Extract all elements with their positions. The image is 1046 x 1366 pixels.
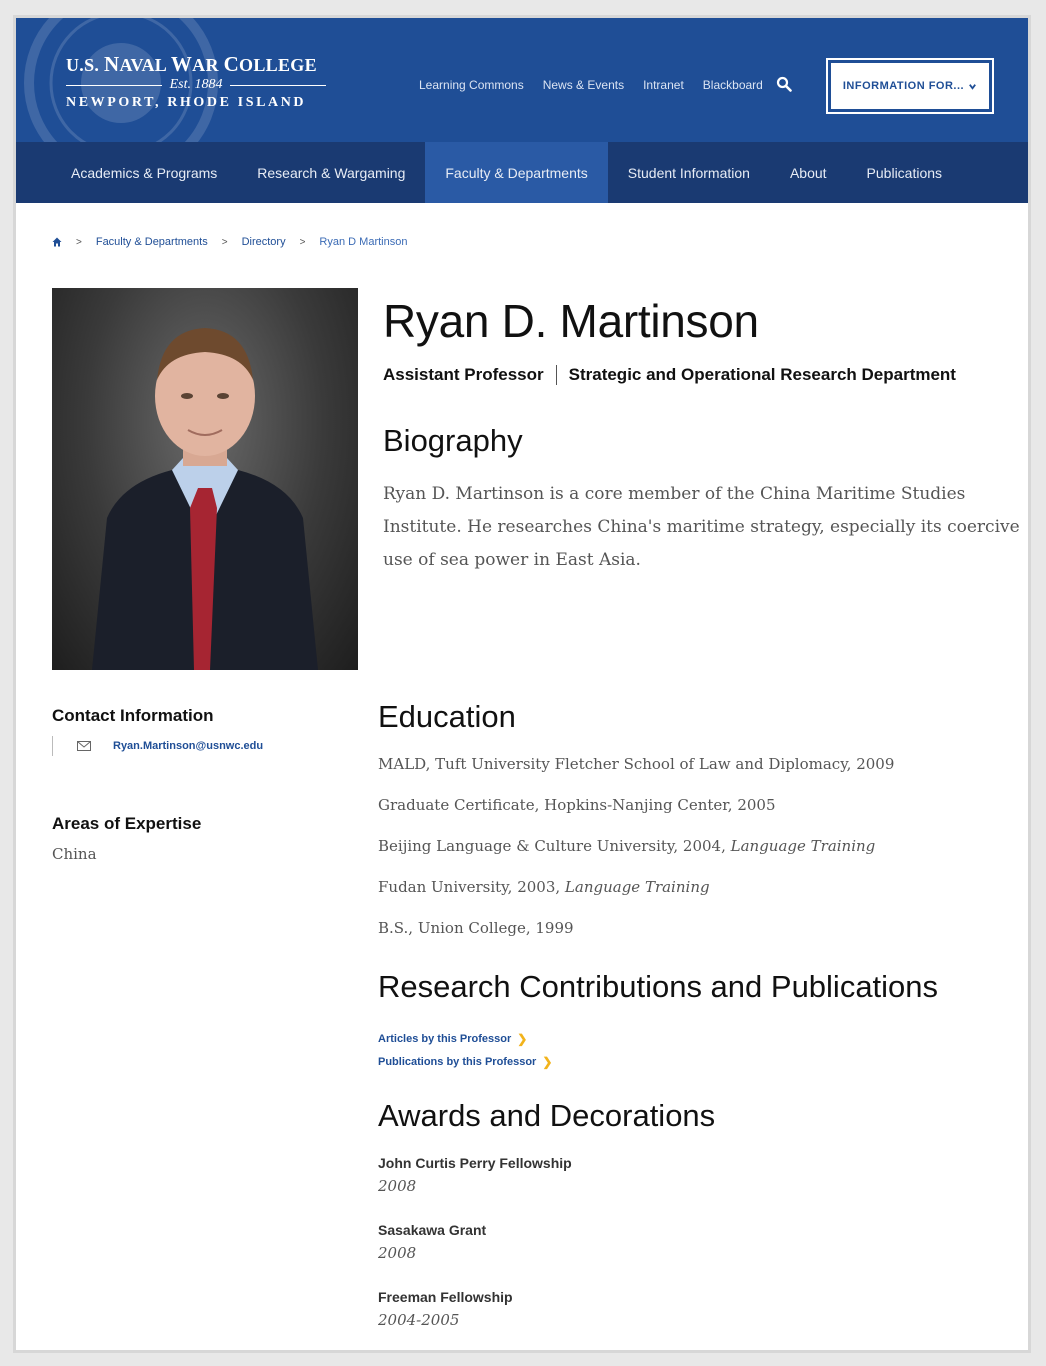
award-name: Freeman Fellowship bbox=[378, 1289, 513, 1305]
expertise-value: China bbox=[52, 845, 97, 863]
award-name: Sasakawa Grant bbox=[378, 1222, 487, 1238]
awards-list bbox=[378, 1153, 978, 1353]
breadcrumb-separator: > bbox=[221, 236, 228, 248]
page-frame bbox=[13, 15, 1031, 1353]
utility-nav bbox=[419, 78, 763, 92]
nav-faculty-departments[interactable]: Faculty & Departments bbox=[425, 142, 607, 203]
expertise-heading: Areas of Expertise bbox=[52, 814, 202, 833]
biography-heading: Biography bbox=[383, 423, 523, 458]
education-list bbox=[378, 753, 998, 958]
education-heading: Education bbox=[378, 699, 516, 734]
award-year: 2008 bbox=[378, 1244, 417, 1262]
award-year: 2004-2005 bbox=[378, 1311, 460, 1329]
research-heading: Research Contributions and Publications bbox=[378, 969, 939, 1004]
utility-link-learning-commons[interactable]: Learning Commons bbox=[419, 78, 524, 92]
logo-location: NEWPORT, RHODE ISLAND bbox=[66, 95, 307, 110]
education-item: Beijing Language & Culture University, 2004, Language Training bbox=[378, 837, 876, 855]
utility-link-blackboard[interactable]: Blackboard bbox=[702, 78, 763, 92]
chevron-right-icon: ❯ bbox=[542, 1055, 553, 1069]
articles-link[interactable]: Articles by this Professor ❯ bbox=[378, 1028, 552, 1051]
breadcrumb-current: Ryan D Martinson bbox=[319, 236, 408, 248]
site-header bbox=[16, 18, 1028, 142]
nav-student-information[interactable]: Student Information bbox=[627, 164, 750, 181]
education-item: MALD, Tuft University Fletcher School of Law and Diplomacy, 2009 bbox=[378, 755, 895, 773]
profile-title: Assistant Professor bbox=[383, 365, 544, 384]
publications-link[interactable]: Publications by this Professor ❯ bbox=[378, 1051, 552, 1074]
award-year: 2008 bbox=[378, 1177, 417, 1195]
award-name: John Curtis Perry Fellowship bbox=[378, 1155, 572, 1171]
utility-link-news-events[interactable]: News & Events bbox=[542, 78, 625, 92]
contact-heading: Contact Information bbox=[52, 706, 214, 725]
breadcrumb-separator: > bbox=[299, 236, 306, 248]
chevron-down-icon bbox=[968, 82, 977, 91]
profile-photo bbox=[52, 288, 358, 670]
breadcrumb-faculty-departments[interactable]: Faculty & Departments bbox=[95, 236, 208, 248]
profile-title-line bbox=[383, 365, 956, 385]
nav-publications[interactable]: Publications bbox=[866, 164, 943, 181]
envelope-icon bbox=[77, 741, 91, 751]
award-item bbox=[378, 1287, 978, 1353]
research-links bbox=[378, 1028, 552, 1074]
profile-name: Ryan D. Martinson bbox=[383, 295, 759, 347]
logo-title: U.S. NAVAL WAR COLLEGE bbox=[66, 52, 317, 76]
breadcrumb-directory[interactable]: Directory bbox=[241, 236, 286, 248]
award-item bbox=[378, 1153, 978, 1220]
logo-established: Est. 1884 bbox=[66, 77, 326, 93]
awards-heading: Awards and Decorations bbox=[378, 1098, 716, 1133]
award-item bbox=[378, 1220, 978, 1287]
breadcrumb-separator: > bbox=[76, 236, 82, 248]
chevron-right-icon: ❯ bbox=[517, 1032, 528, 1046]
information-for-button[interactable] bbox=[826, 58, 994, 114]
main-nav bbox=[16, 142, 1028, 203]
education-item: Fudan University, 2003, Language Training bbox=[378, 878, 710, 896]
profile-department: Strategic and Operational Research Department bbox=[568, 365, 956, 384]
education-item: B.S., Union College, 1999 bbox=[378, 919, 574, 937]
education-item: Graduate Certificate, Hopkins-Nanjing Center, 2005 bbox=[378, 796, 776, 814]
breadcrumb bbox=[52, 236, 407, 248]
nav-about[interactable]: About bbox=[789, 164, 827, 181]
biography-text: Ryan D. Martinson is a core member of the China Maritime Studies Institute. He researches China's maritime strategy, especially its coercive use of sea power in East Asia. bbox=[383, 484, 1020, 570]
search-icon[interactable] bbox=[776, 76, 792, 92]
home-icon[interactable] bbox=[52, 237, 62, 247]
information-for-label: INFORMATION FOR... bbox=[842, 80, 965, 92]
contact-email-row bbox=[52, 736, 263, 756]
title-divider bbox=[556, 365, 557, 385]
nav-research-wargaming[interactable]: Research & Wargaming bbox=[257, 164, 406, 181]
contact-email-link[interactable]: Ryan.Martinson@usnwc.edu bbox=[113, 740, 264, 752]
utility-link-intranet[interactable]: Intranet bbox=[643, 78, 684, 92]
nav-academics-programs[interactable]: Academics & Programs bbox=[71, 164, 218, 181]
site-logo[interactable] bbox=[66, 52, 326, 111]
